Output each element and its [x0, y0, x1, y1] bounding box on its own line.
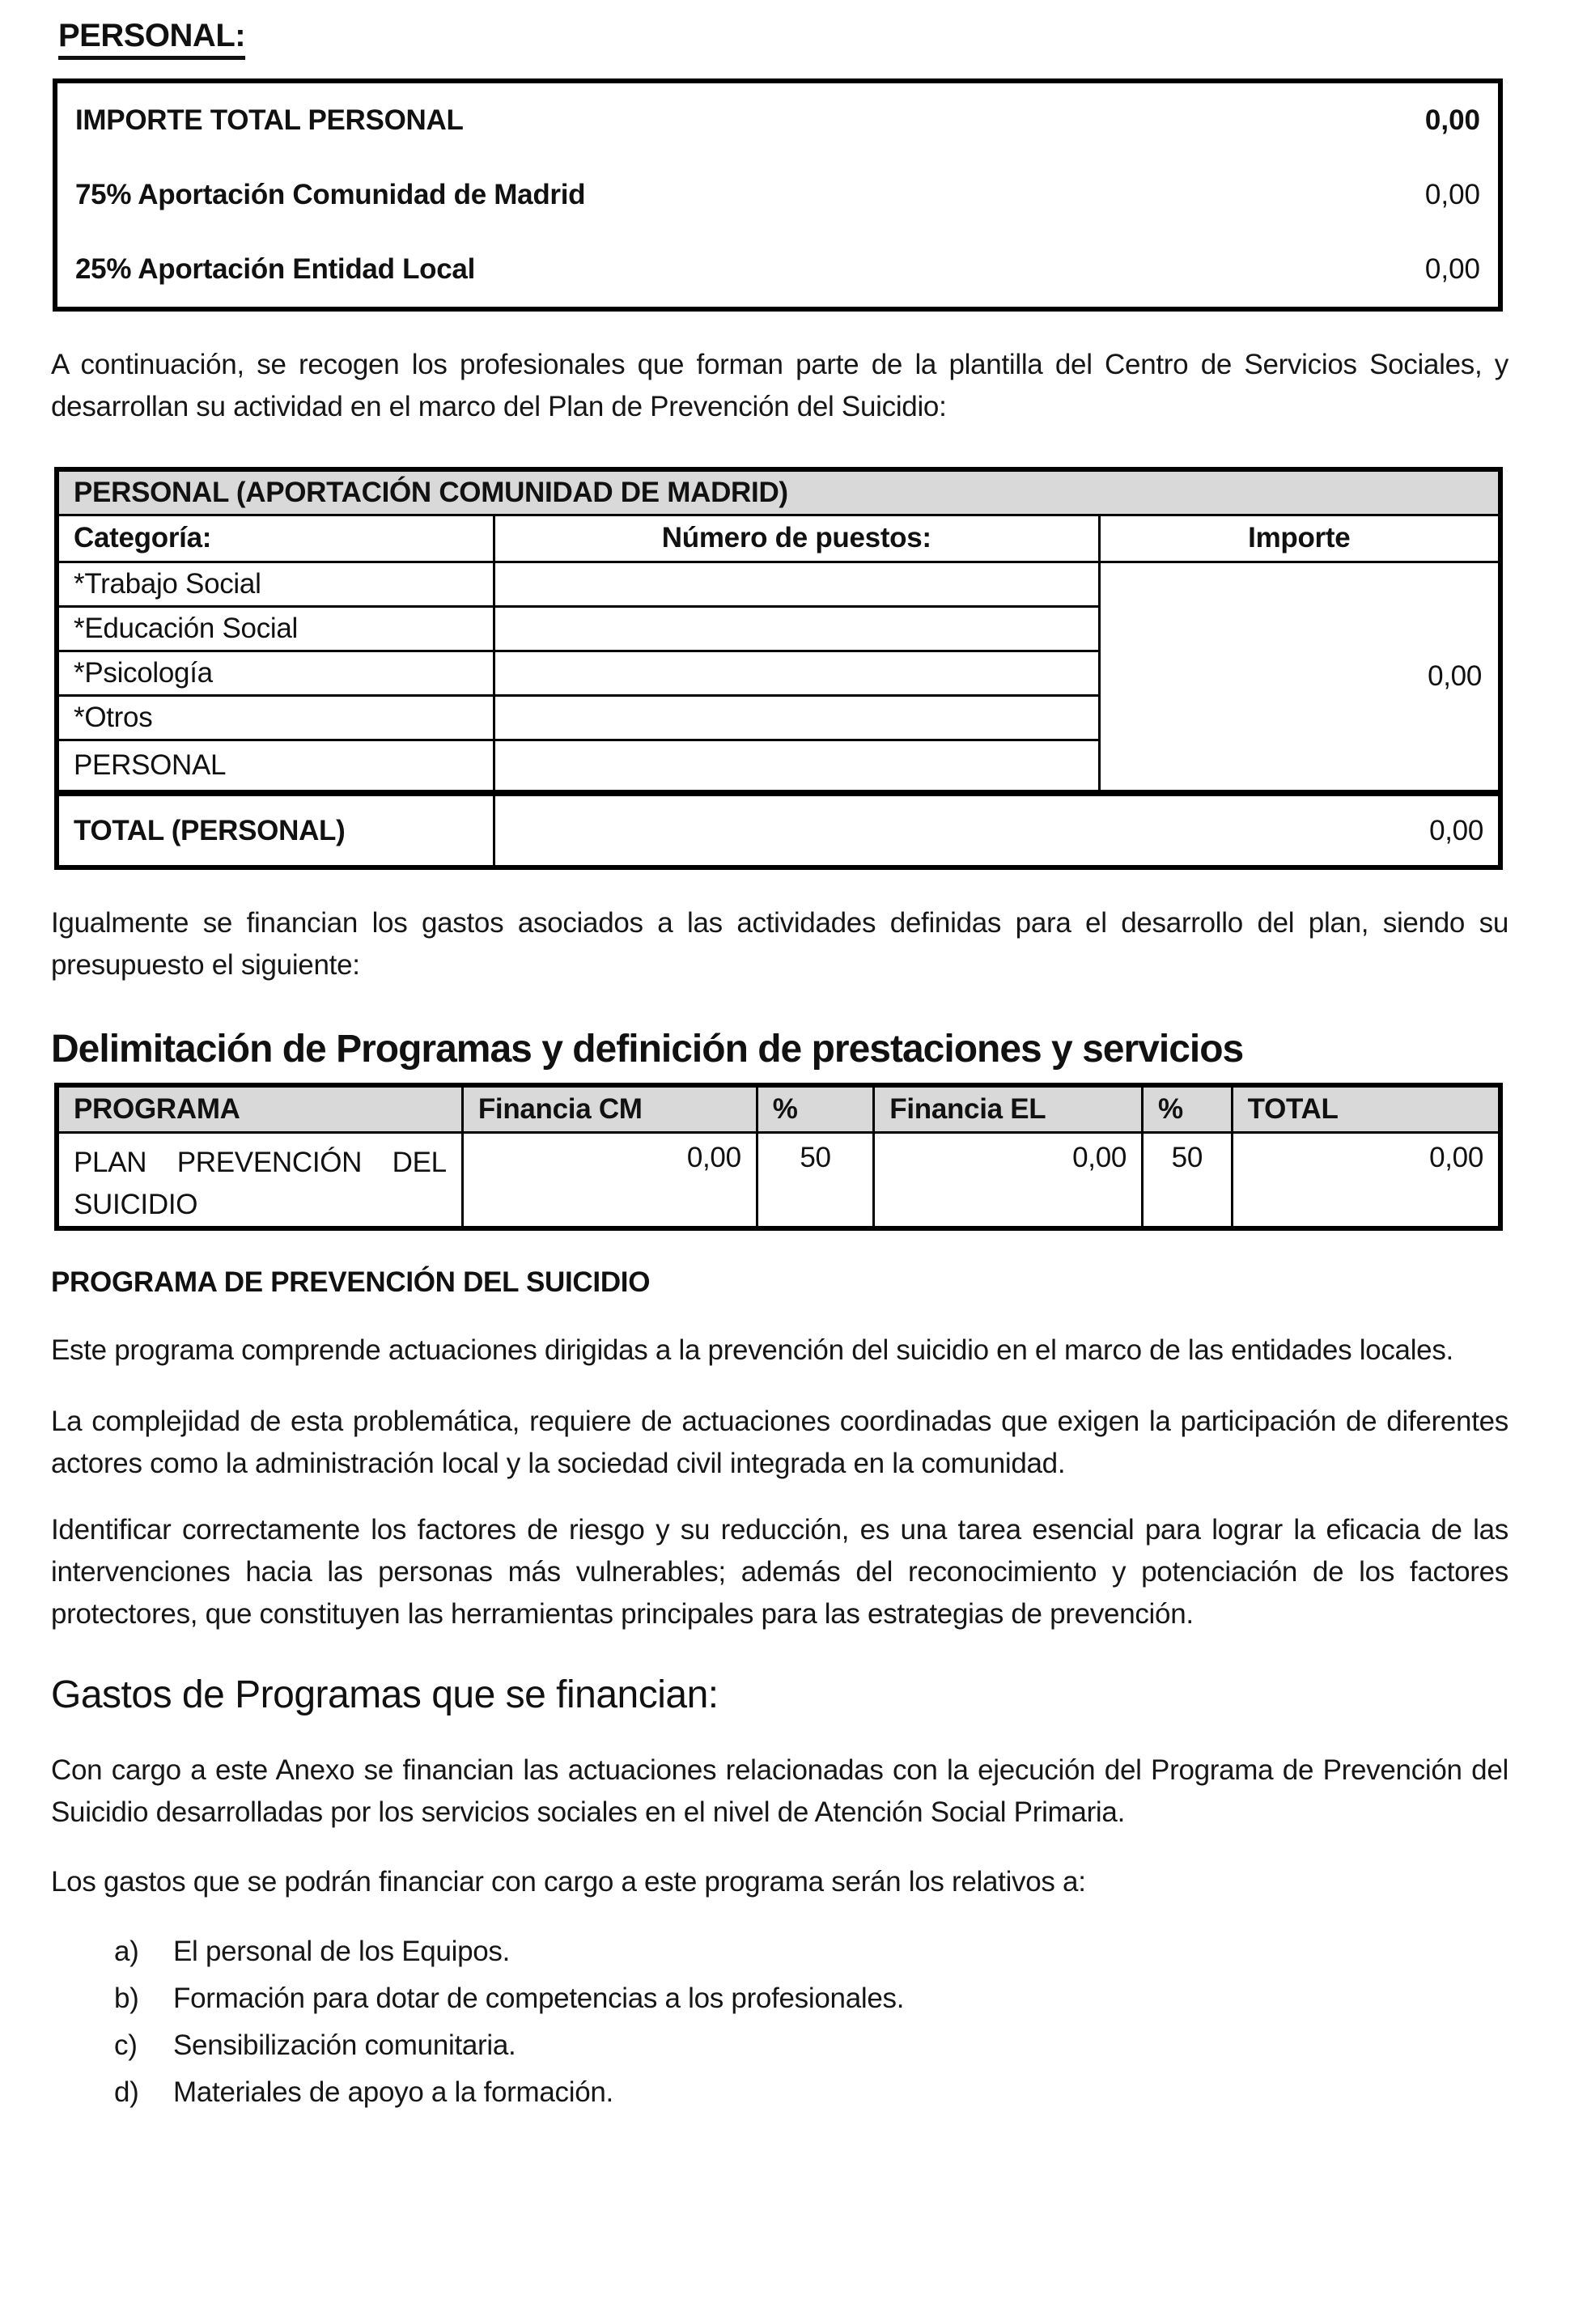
gastos-heading: Gastos de Programas que se financian:: [51, 1673, 719, 1716]
table-row: [57, 793, 1500, 867]
financia-cm-cell: 0,00: [462, 1132, 757, 1228]
program-financing-table: [54, 1083, 1503, 1231]
pct-cm-cell: 50: [757, 1132, 874, 1228]
con-cargo-paragraph: Con cargo a este Anexo se financian las actuaciones relacionadas con la ejecución del Programa de Prevención del Suicidio desarrolladas por los servicios sociales en el nivel de Atención Social Primaria.: [51, 1754, 1508, 1828]
programa-cell: PLAN PREVENCIÓN DEL SUICIDIO: [57, 1132, 462, 1228]
programa-prevencion-heading: PROGRAMA DE PREVENCIÓN DEL SUICIDIO: [51, 1266, 651, 1298]
table-row: [57, 1085, 1500, 1132]
importe-summary-table: [53, 78, 1503, 312]
col-header-pct-el: %: [1143, 1085, 1233, 1132]
col-header-importe: Importe: [1099, 515, 1500, 562]
list-item-marker: c): [114, 2029, 138, 2061]
puestos-cell-empty: [494, 606, 1099, 651]
summary-row-value: 0,00: [1424, 253, 1480, 285]
table-row: [57, 515, 1500, 562]
list-item: [114, 2072, 1508, 2114]
summary-row-value: 0,00: [1424, 104, 1480, 136]
list-item-text: Formación para dotar de competencias a los profesionales.: [173, 1982, 905, 2014]
puestos-cell-empty: [494, 562, 1099, 606]
category-cell: *Psicología: [57, 651, 494, 695]
importe-merged-cell: 0,00: [1099, 562, 1500, 793]
list-item-marker: d): [114, 2076, 139, 2108]
col-header-pct-cm: %: [757, 1085, 874, 1132]
los-gastos-paragraph: Los gastos que se podrán financiar con cargo a este programa serán los relativos a:: [51, 1865, 1086, 1898]
col-header-puestos: Número de puestos:: [494, 515, 1099, 562]
col-header-total: TOTAL: [1232, 1085, 1500, 1132]
page-title: PERSONAL:: [58, 18, 246, 53]
table-row: [57, 562, 1500, 606]
list-item-text: Sensibilización comunitaria.: [173, 2029, 516, 2061]
puestos-cell-empty: [494, 740, 1099, 793]
total-cell: 0,00: [1232, 1132, 1500, 1228]
table-row: [57, 158, 1498, 232]
pct-el-cell: 50: [1143, 1132, 1233, 1228]
complejidad-paragraph: La complejidad de esta problemática, requiere de actuaciones coordinadas que exigen la participación de diferentes actores como la administración local y la sociedad civil integrada en la comunidad.: [51, 1405, 1508, 1479]
intro-paragraph: A continuación, se recogen los profesionales que forman parte de la plantilla del Centro de Servicios Sociales, y desarrollan su actividad en el marco del Plan de Prevención del Suicidio:: [51, 349, 1508, 422]
financeable-items-list: [114, 1931, 1508, 2114]
category-cell: *Educación Social: [57, 606, 494, 651]
list-item: [114, 1978, 1508, 2020]
table-row: [57, 469, 1500, 515]
col-header-financia-el: Financia EL: [874, 1085, 1143, 1132]
summary-row-label: 25% Aportación Entidad Local: [75, 253, 475, 285]
category-cell: *Trabajo Social: [57, 562, 494, 606]
table-row: [57, 83, 1498, 158]
este-programa-paragraph: Este programa comprende actuaciones dirigidas a la prevención del suicidio en el marco de las entidades locales.: [51, 1334, 1453, 1366]
igualmente-paragraph: Igualmente se financian los gastos asociados a las actividades definidas para el desarrollo del plan, siendo su presupuesto el siguiente:: [51, 907, 1508, 981]
summary-row-value: 0,00: [1424, 179, 1480, 210]
col-header-programa: PROGRAMA: [57, 1085, 462, 1132]
puestos-cell-empty: [494, 651, 1099, 695]
puestos-cell-empty: [494, 695, 1099, 740]
list-item: [114, 2025, 1508, 2067]
list-item-marker: a): [114, 1935, 139, 1967]
personal-table-title: PERSONAL (APORTACIÓN COMUNIDAD DE MADRID): [57, 469, 1500, 515]
col-header-categoria: Categoría:: [57, 515, 494, 562]
col-header-financia-cm: Financia CM: [462, 1085, 757, 1132]
delimitacion-heading: Delimitación de Programas y definición de prestaciones y servicios: [51, 1028, 1244, 1071]
summary-row-label: IMPORTE TOTAL PERSONAL: [75, 104, 464, 136]
category-cell: *Otros: [57, 695, 494, 740]
financia-el-cell: 0,00: [874, 1132, 1143, 1228]
list-item-text: El personal de los Equipos.: [173, 1935, 511, 1967]
table-row: [57, 1132, 1500, 1228]
list-item: [114, 1931, 1508, 1973]
list-item-marker: b): [114, 1982, 139, 2014]
total-value-cell: 0,00: [494, 793, 1500, 867]
list-item-text: Materiales de apoyo a la formación.: [173, 2076, 613, 2108]
total-label-cell: TOTAL (PERSONAL): [57, 793, 494, 867]
table-row: [57, 232, 1498, 307]
identificar-paragraph: Identificar correctamente los factores de riesgo y su reducción, es una tarea esencial para lograr la eficacia de las intervenciones hacia las personas más vulnerables; además del reconocimiento y potenciación de los factores protectores, que constituyen las herramientas principales para las estrategias de prevención.: [51, 1513, 1508, 1630]
personal-aportacion-table: [54, 467, 1503, 870]
summary-row-label: 75% Aportación Comunidad de Madrid: [75, 179, 586, 210]
category-cell: PERSONAL: [57, 740, 494, 793]
